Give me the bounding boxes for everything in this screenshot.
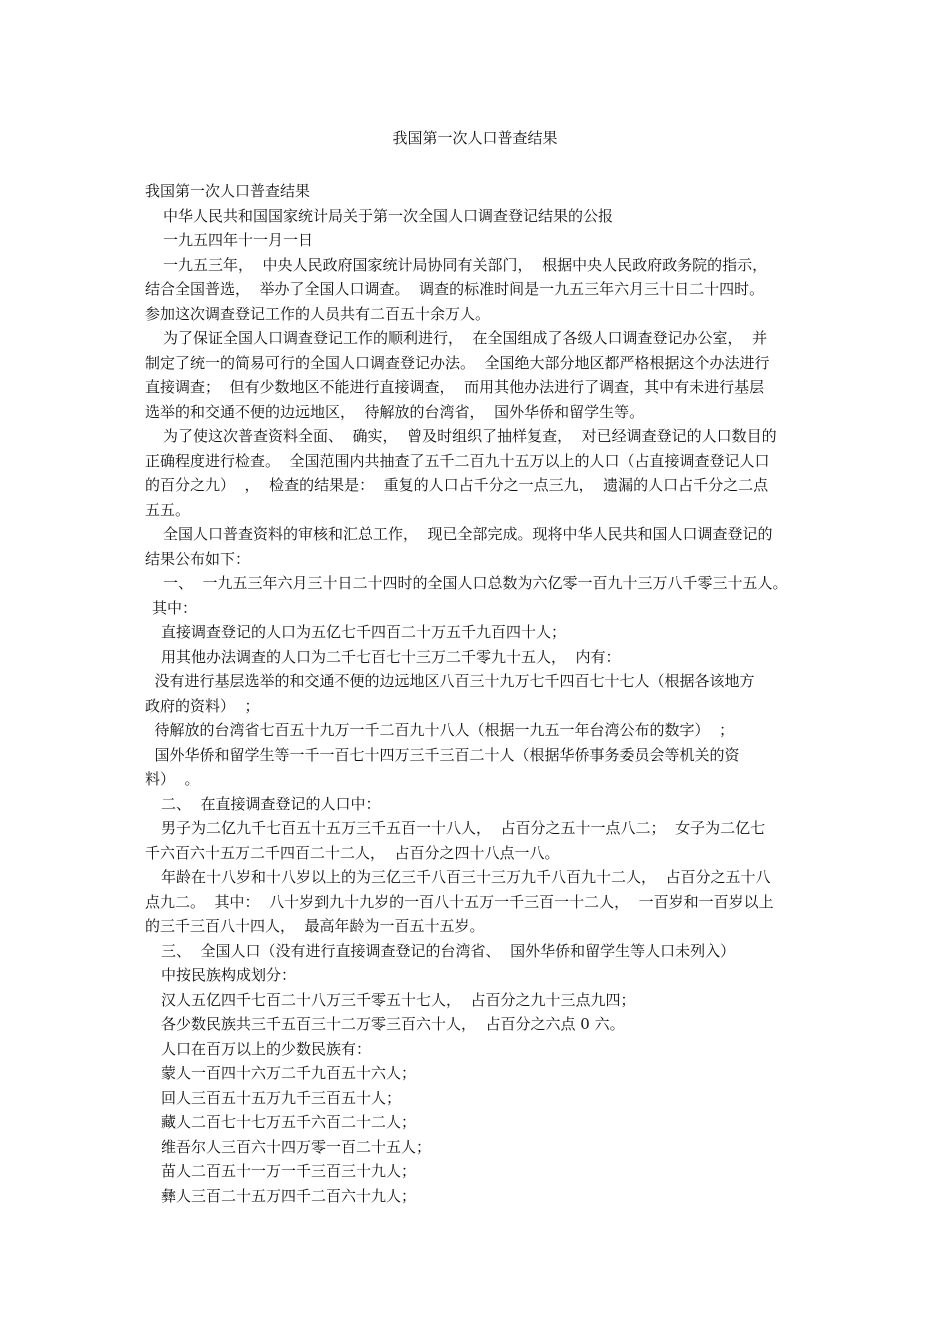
text-line: 蒙人一百四十六万二千九百五十六人； <box>161 1064 417 1082</box>
text-line: 汉人五亿四千七百二十八万三千零五十七人， 占百分之九十三点九四； <box>161 990 636 1009</box>
text-line: 直接调查； 但有少数地区不能进行直接调查， 而用其他办法进行了调查，其中有未进行基层 <box>145 378 765 396</box>
text-line: 各少数民族共三千五百三十二万零三百六十人， 占百分之六点 0 六。 <box>161 1015 625 1033</box>
text-line: 其中： <box>152 598 198 617</box>
text-line: 结合全国普选， 举办了全国人口调查。 调查的标准时间是一九五三年六月三十日二十四时。 <box>145 280 765 298</box>
text-line: 千六百六十五万二千四百二十二人， 占百分之四十八点一八。 <box>145 843 560 862</box>
text-line: 用其他办法调查的人口为二千七百七十三万二千零九十五人， 内有： <box>161 647 621 666</box>
text-line: 选举的和交通不便的边远地区， 待解放的台湾省， 国外华侨和留学生等。 <box>145 402 645 421</box>
text-line: 五五。 <box>145 500 191 519</box>
text-line: 年龄在十八岁和十八岁以上的为三亿三千八百三十三万九千八百九十二人， 占百分之五十八 <box>161 868 771 886</box>
text-line: 为了使这次普查资料全面、 确实， 曾及时组织了抽样复查， 对已经调查登记的人口数目的 <box>163 427 777 445</box>
text-line: 一九五三年， 中央人民政府国家统计局协同有关部门， 根据中央人民政府政务院的指示， <box>163 255 768 274</box>
text-line: 的百分之九） ， 检查的结果是： 重复的人口占千分之一点三九， 遗漏的人口占千分之二点 <box>145 476 769 494</box>
text-line: 参加这次调查登记工作的人员共有二百五十余万人。 <box>145 304 491 323</box>
text-line: 没有进行基层选举的和交通不便的边远地区八百三十九万七千四百七十七人（根据各该地方 <box>145 672 755 690</box>
text-line: 点九二。 其中： 八十岁到九十九岁的一百八十五万一千三百一十二人， 一百岁和一百岁以上 <box>145 892 774 911</box>
text-line: 待解放的台湾省七百五十九万一千二百九十八人（根据一九五一年台湾公布的数字） ； <box>145 721 735 739</box>
text-line: 维吾尔人三百六十四万零一百二十五人； <box>161 1137 432 1156</box>
text-line: 我国第一次人口普查结果 <box>145 182 311 200</box>
text-line: 回人三百五十五万九千三百五十人； <box>161 1088 402 1107</box>
text-line: 一九五四年十一月一日 <box>163 231 314 249</box>
text-line: 结果公布如下： <box>145 549 251 568</box>
text-line: 一、 一九五三年六月三十日二十四时的全国人口总数为六亿零一百九十三万八千零三十五人。 <box>163 574 788 592</box>
text-line: 三、 全国人口（没有进行直接调查登记的台湾省、 国外华侨和留学生等人口未列入） <box>161 941 736 960</box>
text-line: 为了保证全国人口调查登记工作的顺利进行， 在全国组成了各级人口调查登记办公室， 并 <box>163 329 768 347</box>
text-line: 中按民族构成划分： <box>161 966 297 984</box>
document-body <box>145 179 835 1208</box>
text-line: 彝人三百二十五万四千二百六十九人； <box>161 1186 417 1205</box>
text-line: 中华人民共和国国家统计局关于第一次全国人口调查登记结果的公报 <box>163 206 614 225</box>
text-line: 藏人二百七十七万五千六百二十二人； <box>161 1113 417 1131</box>
text-line: 正确程度进行检查。 全国范围内共抽查了五千二百九十五万以上的人口（占直接调查登记人口 <box>145 451 770 470</box>
text-line: 料） 。 <box>145 770 200 788</box>
document-title: 我国第一次人口普查结果 <box>392 129 558 147</box>
text-line: 苗人二百五十一万一千三百三十九人； <box>161 1162 417 1180</box>
text-line: 二、 在直接调查登记的人口中： <box>161 794 381 813</box>
text-line: 的三千三百八十四人， 最高年龄为一百五十五岁。 <box>145 917 485 935</box>
text-line: 政府的资料） ； <box>145 696 260 715</box>
text-line: 男子为二亿九千七百五十五万三千五百一十八人， 占百分之五十一点八二； 女子为二亿七 <box>161 819 766 837</box>
text-line: 制定了统一的简易可行的全国人口调查登记办法。 全国绝大部分地区都严格根据这个办法进行 <box>145 353 770 372</box>
text-line: 直接调查登记的人口为五亿七千四百二十万五千九百四十人； <box>161 623 567 641</box>
text-line: 全国人口普查资料的审核和汇总工作， 现已全部完成。现将中华人民共和国人口调查登记的 <box>163 525 773 543</box>
text-line: 人口在百万以上的少数民族有： <box>161 1039 372 1058</box>
text-line: 国外华侨和留学生等一千一百七十四万三千三百二十人（根据华侨事务委员会等机关的资 <box>145 745 740 764</box>
